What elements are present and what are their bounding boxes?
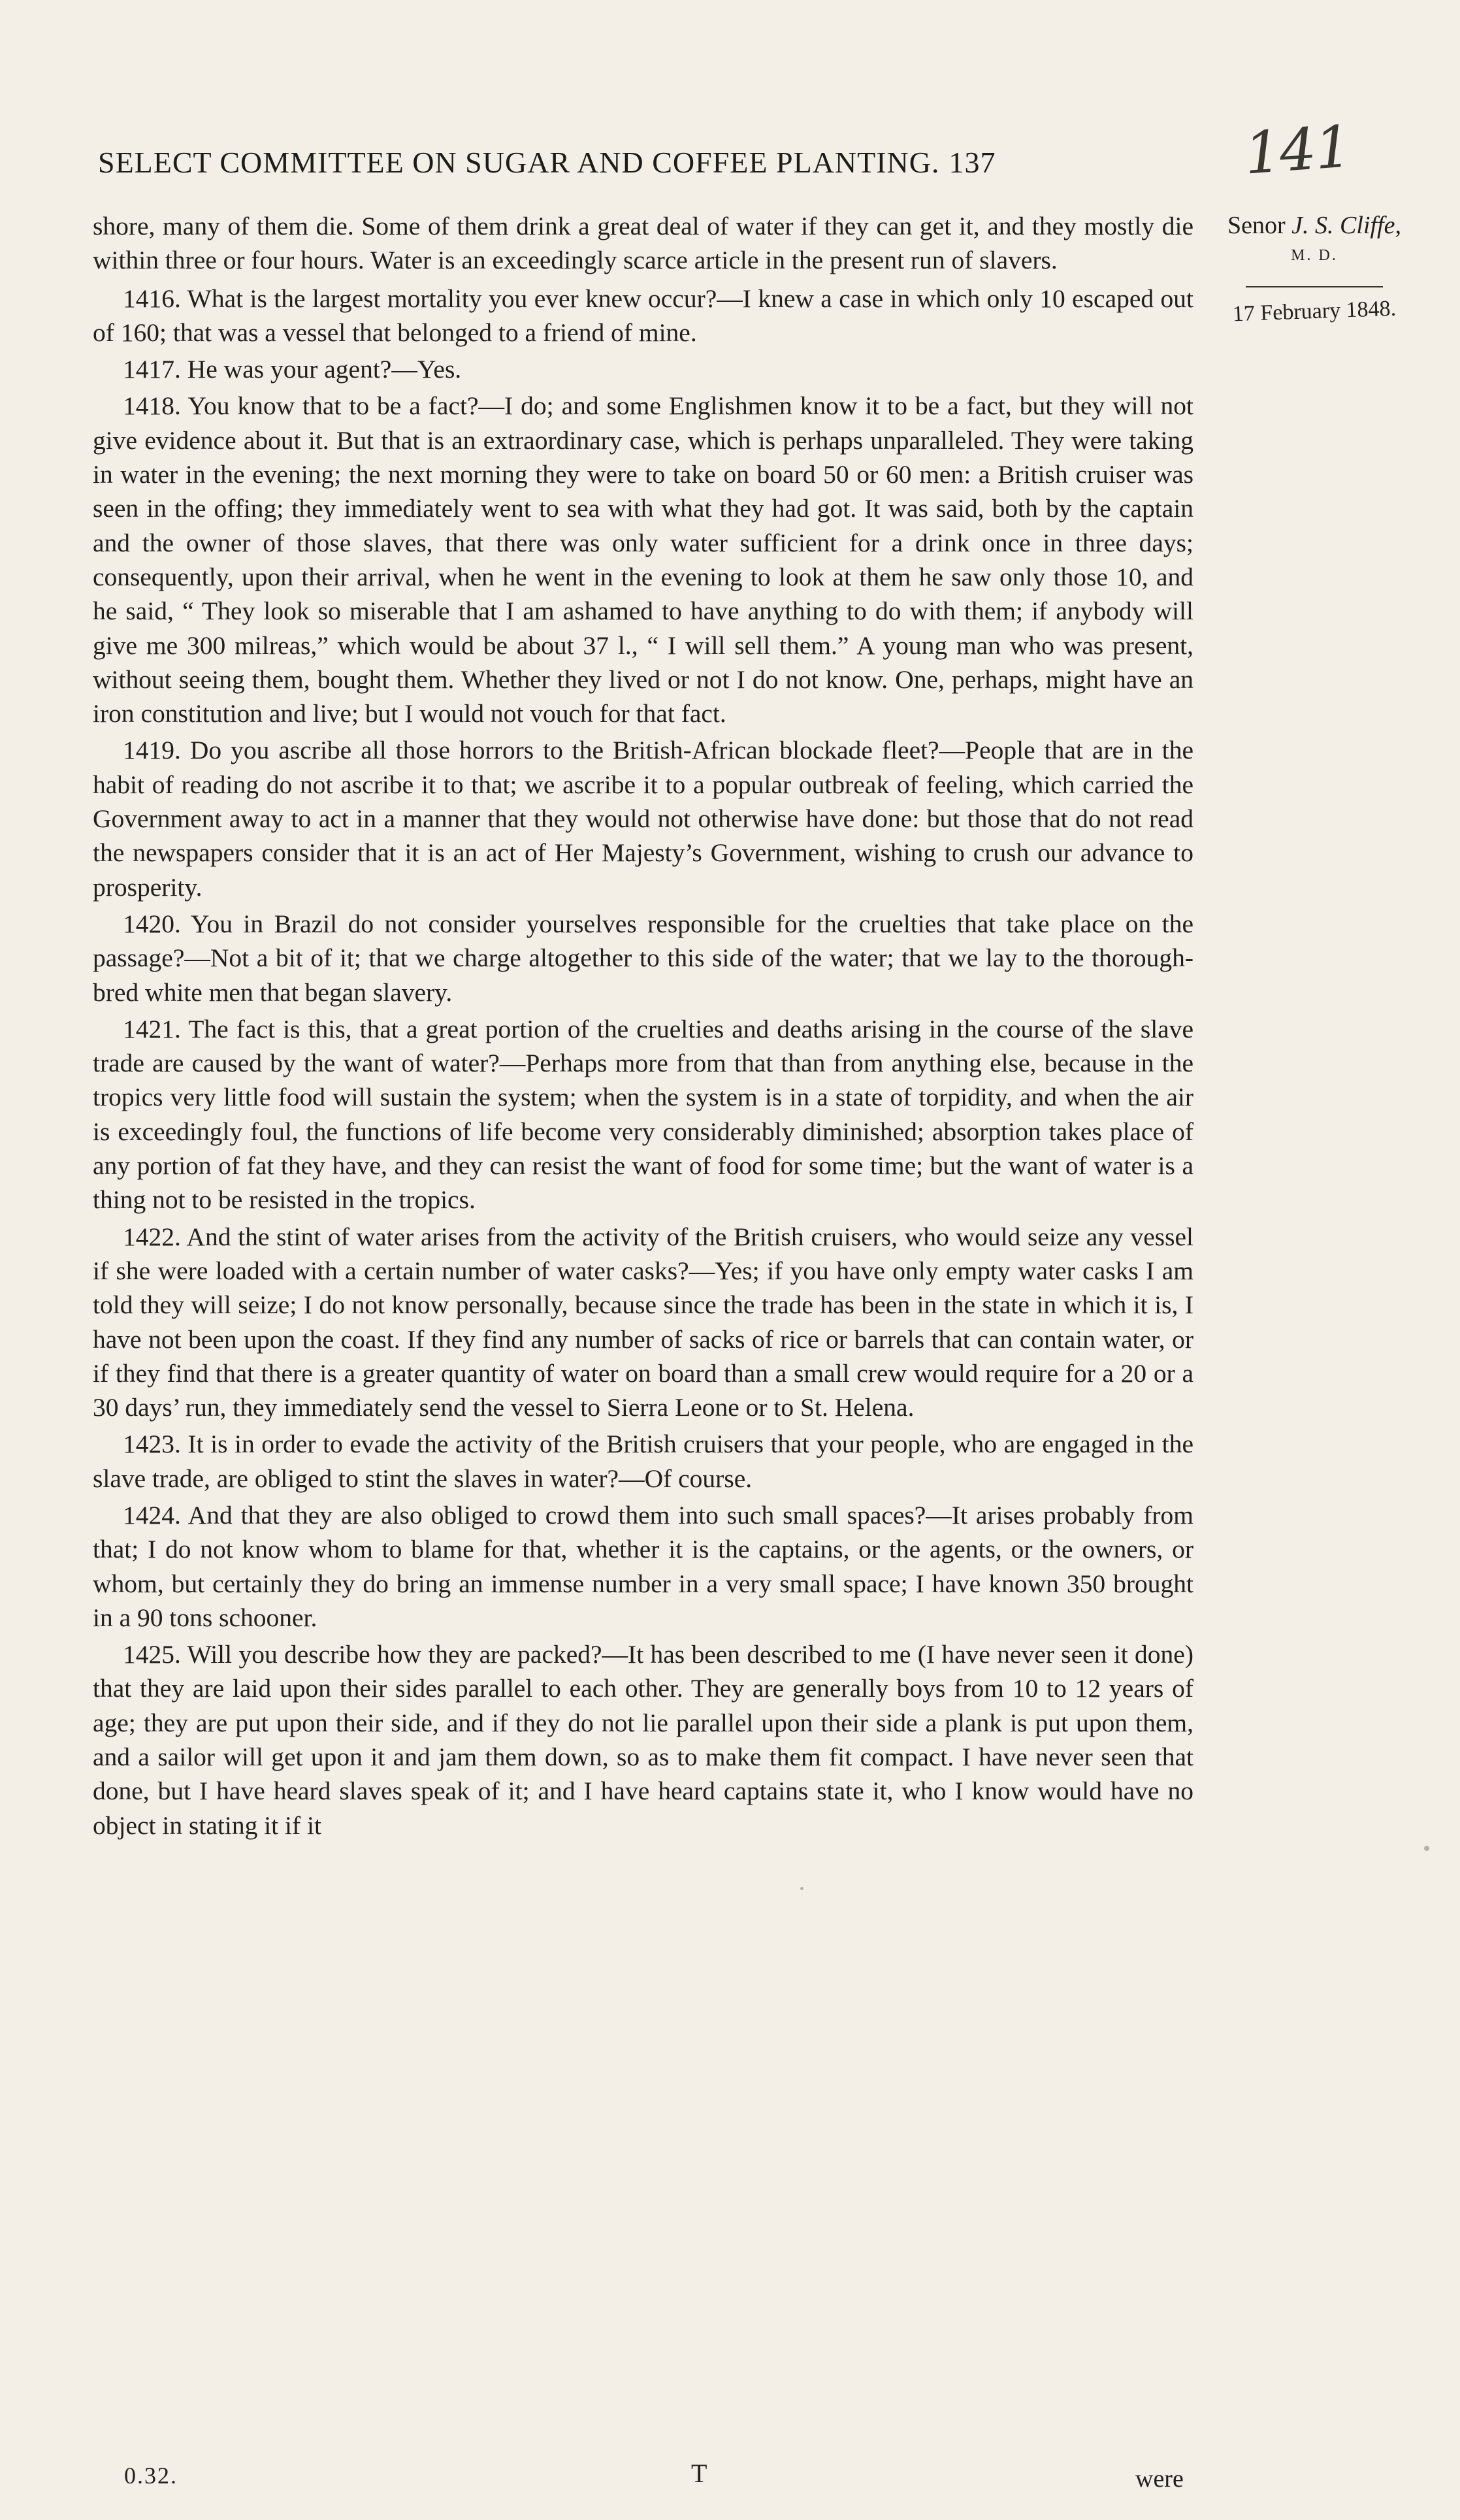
question-1422: 1422. And the stint of water arises from the activity of the British cruisers, who would seize any vessel if she were loaded with a certain number of water casks?—Yes; if you have only empty water casks I am told they will seize; I do not know personally, because since the trade has been in the state in which it is, I have not been upon the coast. If they find any number of sacks of rice or barrels that can contain water, or if they find that there is a greater quantity of water on board than a small crew would require for a 20 or a 30 days’ run, they immediately send the vessel to Sierra Leone or to St. Helena. xyxy=(93,1222,1193,1422)
handwritten-folio-number: 141 xyxy=(1242,112,1353,188)
running-head xyxy=(98,145,1195,180)
witness-prefix: Senor xyxy=(1227,212,1286,239)
margin-note xyxy=(1210,210,1419,327)
sheet-mark: T xyxy=(691,2459,707,2488)
question-1420: 1420. You in Brazil do not consider yourselves responsible for the cruelties that take place on the passage?—Not a bit of it; that we charge altogether to this side of the water; that we lay to the thorough-bred white men that began slavery. xyxy=(93,909,1193,1007)
signature-mark: 0.32. xyxy=(124,2463,178,2489)
question-1424: 1424. And that they are also obliged to crowd them into such small spaces?—It arises probably from that; I do not know whom to blame for that, whether it is the captains, or the agents, or the owners, or whom, but certainly they do bring an immense number in a very small space; I have known 350 brought in a 90 tons schooner. xyxy=(93,1500,1193,1632)
page-number: 137 xyxy=(949,146,996,179)
question-1425: 1425. Will you describe how they are packed?—It has been described to me (I have never seen it done) that they are laid upon their sides parallel to each other. They are generally boys from 10 to 12 years of age; they are put upon their side, and if they do not lie parallel upon their side a plank is put upon them, and a sailor will get upon it and jam them down, so as to make them fit compact. I have never seen that done, but I have heard slaves speak of it; and I have heard captains state it, who I know would have no object in stating it if it xyxy=(93,1640,1193,1840)
question-1417: 1417. He was your agent?—Yes. xyxy=(123,355,462,384)
paper-speck xyxy=(800,1887,803,1890)
evidence-date: 17 February 1848. xyxy=(1232,296,1397,327)
question-1418: 1418. You know that to be a fact?—I do; and some Englishmen know it to be a fact, but they will not give evidence about it. But that is an extraordinary case, which is perhaps unparalleled. They were taking in water in the evening; the next morning they were to take on board 50 or 60 men: a British cruiser was seen in the offing; they immediately went to sea with what they had got. It was said, both by the captain and the owner of those slaves, that there was only water sufficient for a drink once in three days; consequently, upon their arrival, when he went in the evening to look at them he saw only those 10, and he said, “ They look so miserable that I am ashamed to have anything to do with them; if anybody will give me 300 milreas,” which would be about 37 l., “ I will sell them.” A young man who was present, without seeing them, bought them. Whether they lived or not I do not know. One, perhaps, might have an iron constitution and live; but I would not vouch for that fact. xyxy=(93,391,1193,728)
question-1421: 1421. The fact is this, that a great portion of the cruelties and deaths arising in the course of the slave trade are caused by the want of water?—Perhaps more from that than from anything else, because in the tropics very little food will sustain the system; when the system is in a state of torpidity, and when the air is exceedingly foul, the functions of life become very considerably diminished; absorption takes place of any portion of fat they have, and they can resist the want of food for some time; but the want of water is a thing not to be resisted in the tropics. xyxy=(93,1014,1193,1215)
body-text xyxy=(93,209,1193,1845)
paper-speck xyxy=(1424,1846,1429,1851)
question-1423: 1423. It is in order to evade the activity of the British cruisers that your people, who are engaged in the slave trade, are obliged to stint the slaves in water?—Of course. xyxy=(93,1430,1193,1493)
catchword: were xyxy=(1135,2465,1184,2493)
question-1419: 1419. Do you ascribe all those horrors to the British-African blockade fleet?—People that are in the habit of reading do not ascribe it to that; we ascribe it to a popular outbreak of feeling, which carried the Government away to act in a manner that they would not otherwise have done: but those that do not read the newspapers consider that it is an act of Her Majesty’s Government, wishing to crush our advance to prosperity. xyxy=(93,736,1193,902)
witness-degree: M. D. xyxy=(1291,247,1338,264)
question-1416: 1416. What is the largest mortality you ever knew occur?—I knew a case in which only 10 escaped out of 160; that was a vessel that belonged to a friend of mine. xyxy=(93,284,1193,347)
paragraph-continuation: shore, many of them die. Some of them drink a great deal of water if they can get it, and they mostly die within three or four hours. Water is an exceedingly scarce article in the present run of slavers. xyxy=(93,212,1193,275)
witness-name: J. S. Cliffe, xyxy=(1291,212,1401,239)
witness-line xyxy=(1210,210,1419,240)
running-title: SELECT COMMITTEE ON SUGAR AND COFFEE PLANTING. xyxy=(98,146,940,179)
margin-divider xyxy=(1246,286,1383,287)
